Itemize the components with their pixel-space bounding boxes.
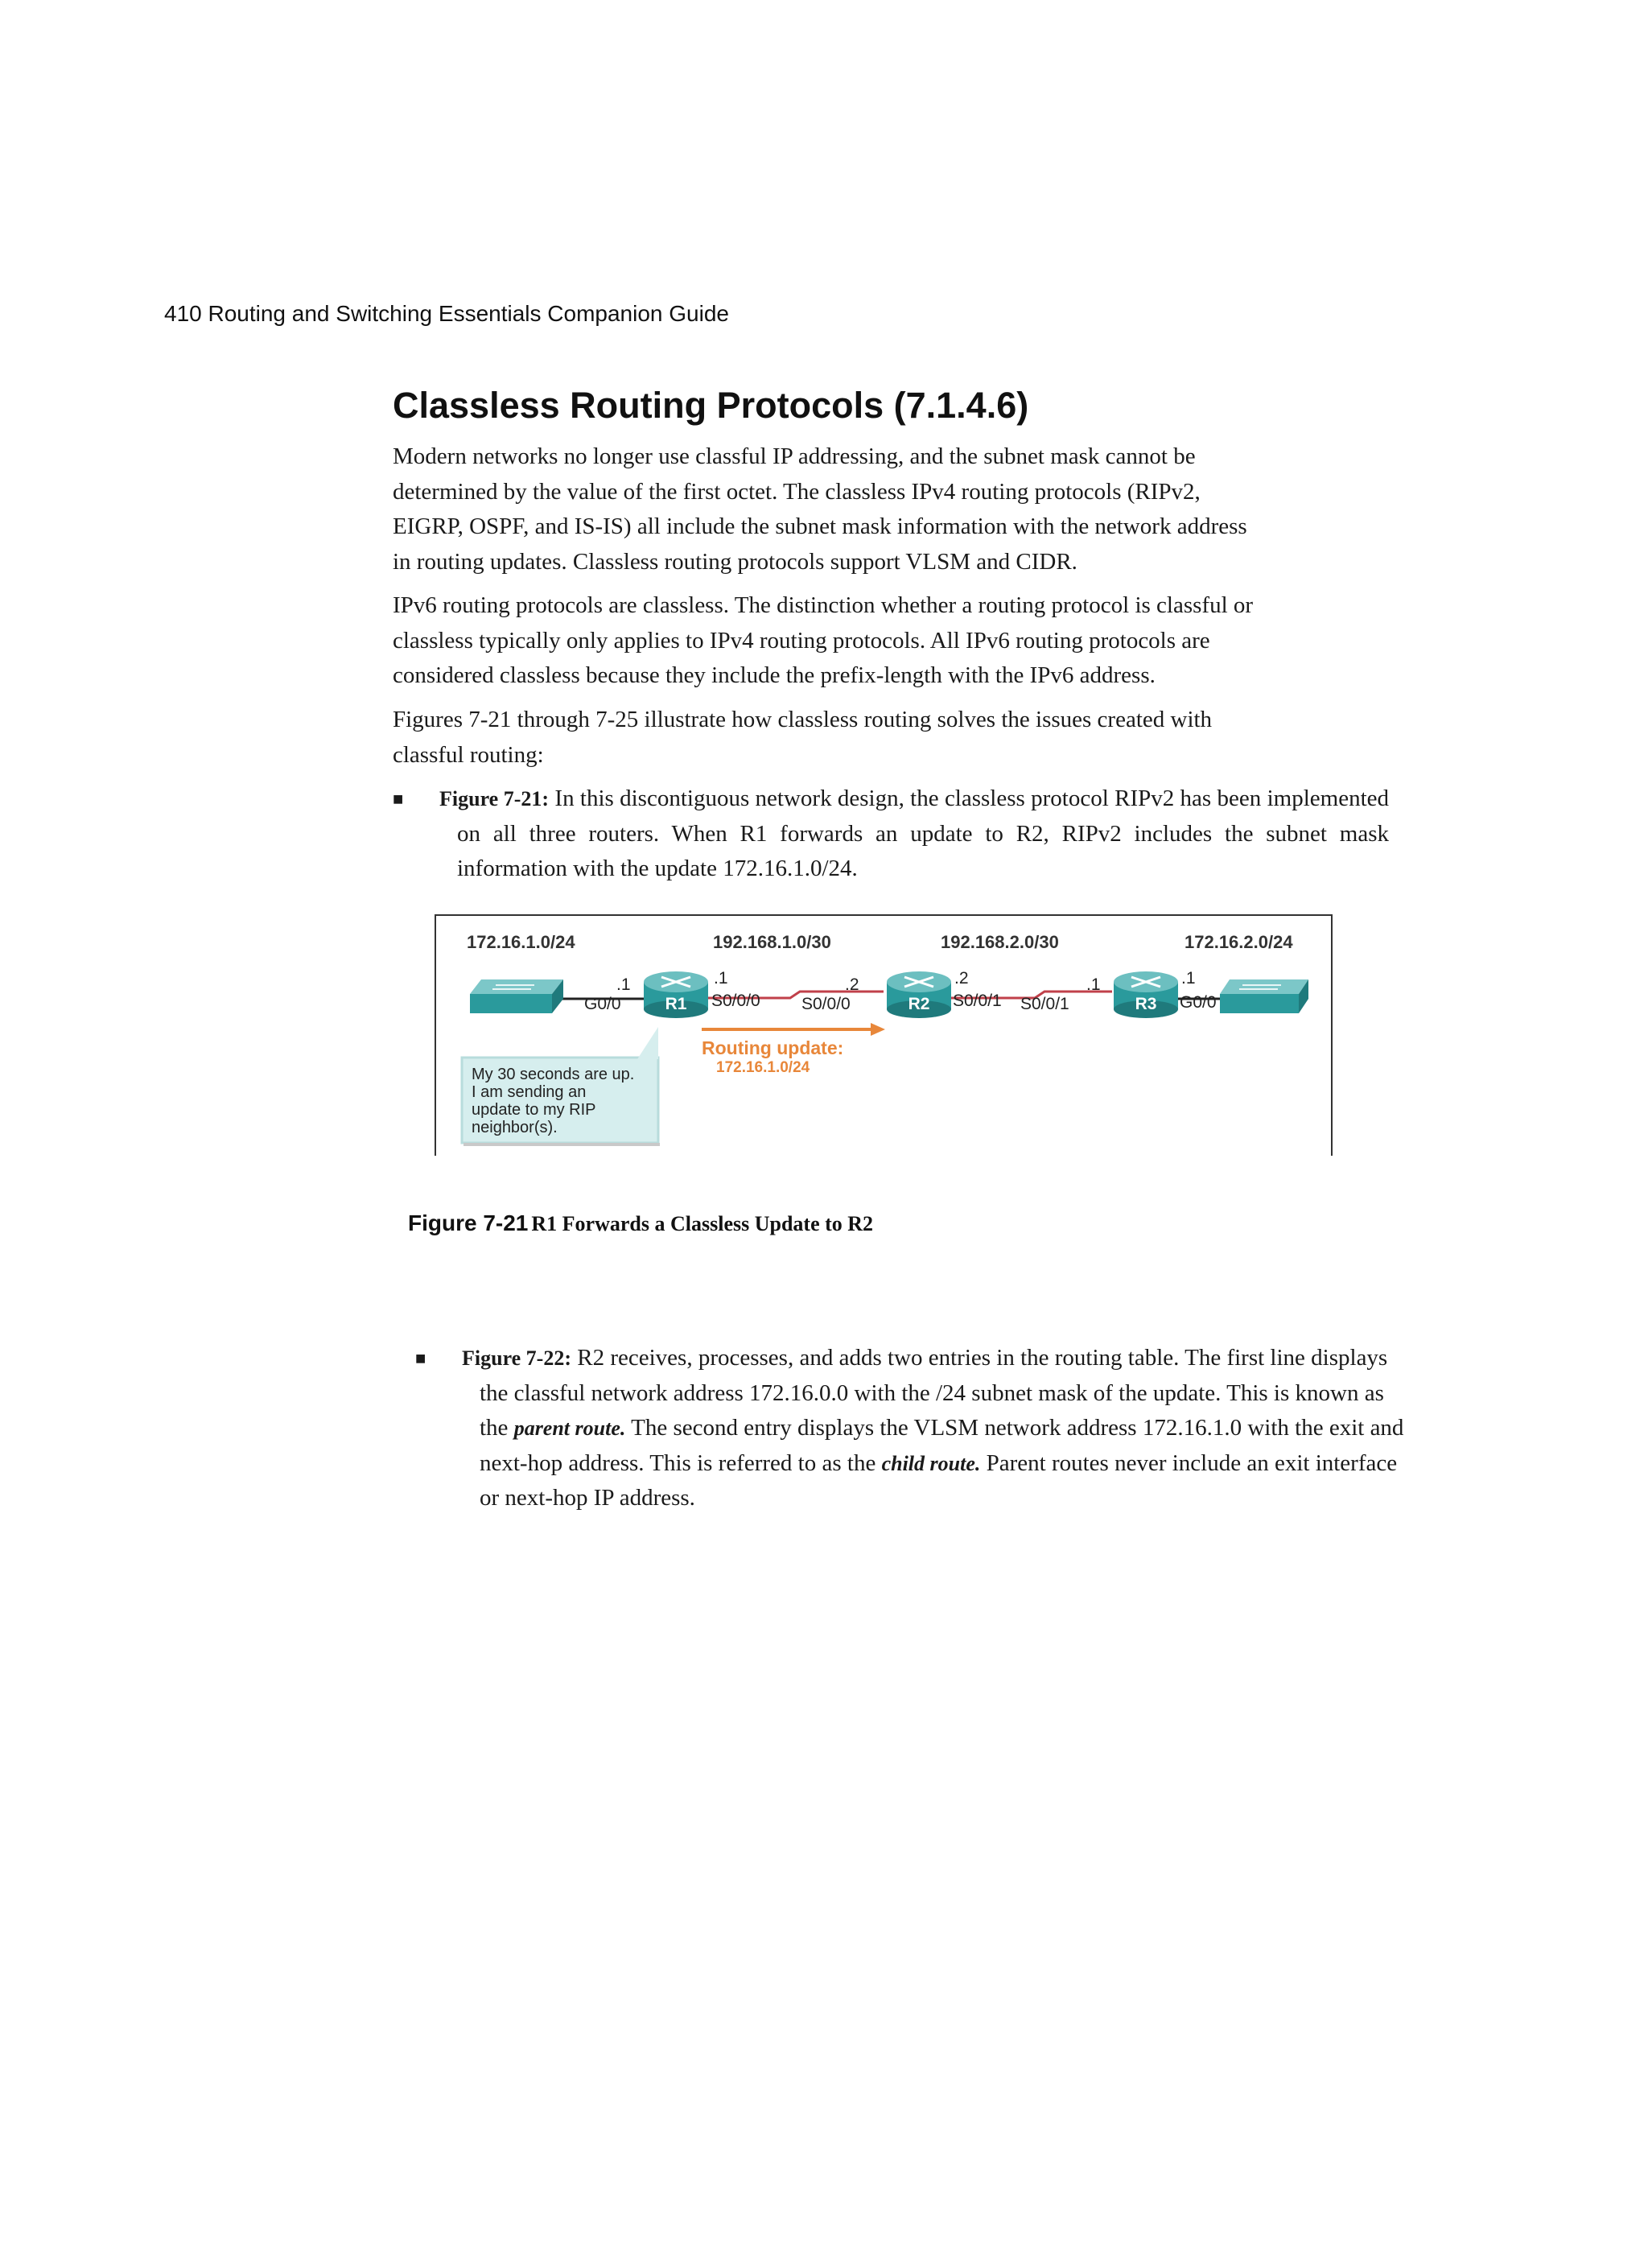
- paragraph-1: [393, 439, 1399, 579]
- paragraph-1-line-1: Modern networks no longer use classful IP addressing, and the subnet mask cannot be: [393, 443, 1196, 469]
- paragraph-1-line-2: determined by the value of the first octet. The classless IPv4 routing protocols (RIPv2,: [393, 478, 1201, 505]
- figure-caption: [408, 1210, 873, 1236]
- switch-icon: [1220, 979, 1308, 1013]
- interface-label: S0/0/1: [1020, 995, 1069, 1013]
- ip-host-label: .1: [616, 975, 631, 994]
- bullet-figure-7-22: [415, 1341, 1405, 1516]
- network-diagram-svg: [436, 916, 1331, 1156]
- callout-line: update to my RIP: [472, 1101, 596, 1119]
- switch-icon: [470, 979, 563, 1013]
- network-label: 192.168.2.0/30: [941, 932, 1059, 952]
- figure-7-21-diagram: [435, 914, 1333, 1156]
- section-title: Classless Routing Protocols (7.1.4.6): [393, 385, 1029, 426]
- interface-label: G0/0: [584, 995, 621, 1013]
- bullet-mark: ■: [415, 1348, 426, 1368]
- ip-host-label: .2: [845, 975, 859, 994]
- paragraph-2-line-3: considered classless because they include the prefix-length with the IPv6 address.: [393, 662, 1156, 688]
- paragraph-3-line-1: Figures 7-21 through 7-25 illustrate how classless routing solves the issues created with: [393, 707, 1213, 732]
- ip-host-label: .2: [954, 969, 969, 988]
- bullet-text: [410, 781, 1389, 887]
- interface-label: S0/0/1: [953, 992, 1002, 1010]
- bullet-label: Figure 7-21:: [439, 787, 550, 810]
- term-child-route: child route.: [881, 1451, 981, 1475]
- callout-line: I am sending an: [472, 1083, 587, 1101]
- bullet-mark: ■: [393, 789, 404, 809]
- ip-host-label: .1: [1086, 975, 1101, 994]
- ip-host-label: .1: [1181, 969, 1196, 988]
- figure-title: R1 Forwards a Classless Update to R2: [531, 1212, 874, 1235]
- router-name: R1: [665, 995, 687, 1013]
- paragraph-2: [393, 588, 1399, 694]
- paragraph-1-line-3: EIGRP, OSPF, and IS-IS) all include the subnet mask information with the network address: [393, 513, 1247, 539]
- paragraph-3: [393, 703, 1399, 773]
- routing-update-route: 172.16.1.0/24: [716, 1059, 810, 1076]
- network-label: 172.16.1.0/24: [467, 932, 575, 952]
- router-name: R2: [908, 995, 930, 1013]
- interface-label: S0/0/0: [711, 992, 760, 1010]
- figure-number: Figure 7-21: [408, 1210, 529, 1235]
- bullet-body: R2 receives, processes, and adds two entries in the routing table. The first line displays the classful network address 172.16.0.0 with the /24 subnet mask of the update. This is known as the: [480, 1345, 1388, 1441]
- term-parent-route: parent route.: [513, 1416, 626, 1440]
- bullet-body: In this discontiguous network design, the classless protocol RIPv2 has been implemented on all three routers. When R1 forwards an update to R2, RIPv2 includes the subnet mask information with the update 172.16.1.0/24.: [457, 786, 1389, 881]
- router-name: R3: [1135, 995, 1157, 1013]
- callout-line: neighbor(s).: [472, 1119, 558, 1136]
- bullet-figure-7-21: [393, 781, 1389, 887]
- bullet-label: Figure 7-22:: [462, 1346, 571, 1370]
- paragraph-1-line-4: in routing updates. Classless routing protocols support VLSM and CIDR.: [393, 548, 1077, 575]
- paragraph-2-line-1: IPv6 routing protocols are classless. The distinction whether a routing protocol is classful or: [393, 592, 1254, 618]
- network-label: 192.168.1.0/30: [713, 932, 831, 952]
- running-header: 410 Routing and Switching Essentials Companion Guide: [164, 301, 729, 326]
- routing-update-title: Routing update:: [702, 1037, 844, 1058]
- network-label: 172.16.2.0/24: [1184, 932, 1293, 952]
- paragraph-2-line-2: classless typically only applies to IPv4 routing protocols. All IPv6 routing protocols are: [393, 627, 1210, 654]
- interface-label: S0/0/0: [801, 995, 851, 1013]
- callout-line: My 30 seconds are up.: [472, 1066, 635, 1083]
- bullet-text: [433, 1341, 1405, 1516]
- arrow-head-icon: [871, 1023, 885, 1036]
- ip-host-label: .1: [714, 969, 728, 988]
- paragraph-3-line-2: classful routing:: [393, 741, 544, 768]
- interface-label: G0/0: [1180, 993, 1217, 1012]
- bullet-body: The second entry displays the VLSM network address 172.16.1.0 with the exit and next-hop address. This is referred to as the: [480, 1415, 1404, 1476]
- bullet-body: Parent routes never include an exit interface or next-hop IP address.: [480, 1449, 1398, 1511]
